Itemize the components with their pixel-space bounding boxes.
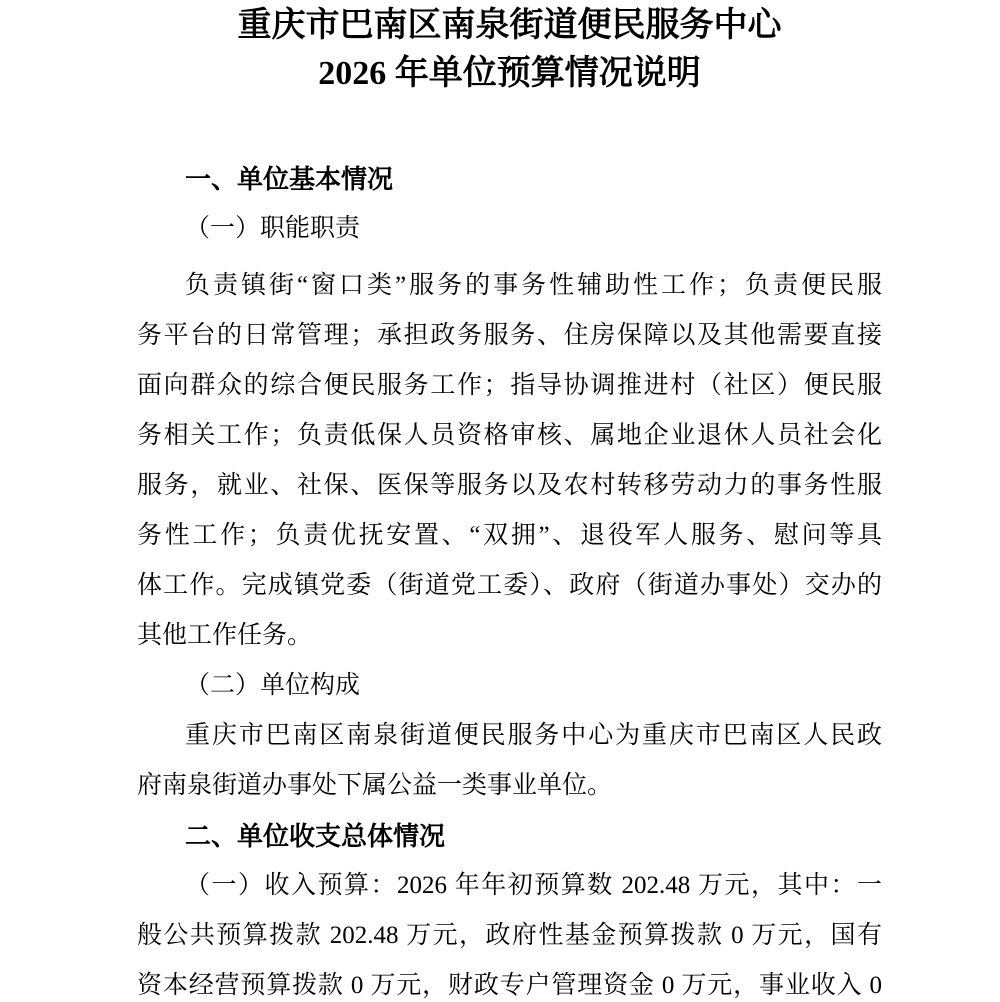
paragraph-line: 务相关工作；负责低保人员资格审核、属地企业退休人员社会化 bbox=[137, 422, 882, 449]
subsection-1-1-heading: （一）职能职责 bbox=[185, 215, 361, 242]
paragraph-line: （一）收入预算：2026 年年初预算数 202.48 万元，其中：一 bbox=[185, 872, 882, 899]
document-title bbox=[137, 2, 882, 98]
document-title-line-2: 2026 年单位预算情况说明 bbox=[318, 55, 701, 92]
paragraph-line: 负责镇街“窗口类”服务的事务性辅助性工作；负责便民服 bbox=[185, 272, 882, 299]
subsection-1-2-heading: （二）单位构成 bbox=[185, 672, 361, 699]
paragraph-line: 府南泉街道办事处下属公益一类事业单位。 bbox=[137, 772, 613, 799]
paragraph-line: 务性工作；负责优抚安置、“双拥”、退役军人服务、慰问等具 bbox=[137, 522, 882, 549]
paragraph-line: 体工作。完成镇党委（街道党工委）、政府（街道办事处）交办的 bbox=[137, 572, 882, 599]
section-2-heading: 二、单位收支总体情况 bbox=[185, 821, 446, 851]
paragraph-line: 般公共预算拨款 202.48 万元，政府性基金预算拨款 0 万元，国有 bbox=[137, 922, 882, 949]
document-body bbox=[137, 154, 882, 1002]
paragraph-line: 重庆市巴南区南泉街道便民服务中心为重庆市巴南区人民政 bbox=[185, 722, 882, 749]
section-1-heading: 一、单位基本情况 bbox=[185, 164, 394, 194]
paragraph-line: 务平台的日常管理；承担政务服务、住房保障以及其他需要直接 bbox=[137, 322, 882, 349]
paragraph-line: 资本经营预算拨款 0 万元，财政专户管理资金 0 万元，事业收入 0 bbox=[137, 972, 882, 999]
paragraph-line: 其他工作任务。 bbox=[137, 622, 313, 649]
paragraph-line: 服务，就业、社保、医保等服务以及农村转移劳动力的事务性服 bbox=[137, 472, 882, 499]
paragraph-line: 面向群众的综合便民服务工作；指导协调推进村（社区）便民服 bbox=[137, 372, 882, 399]
document-title-line-1: 重庆市巴南区南泉街道便民服务中心 bbox=[237, 7, 782, 44]
